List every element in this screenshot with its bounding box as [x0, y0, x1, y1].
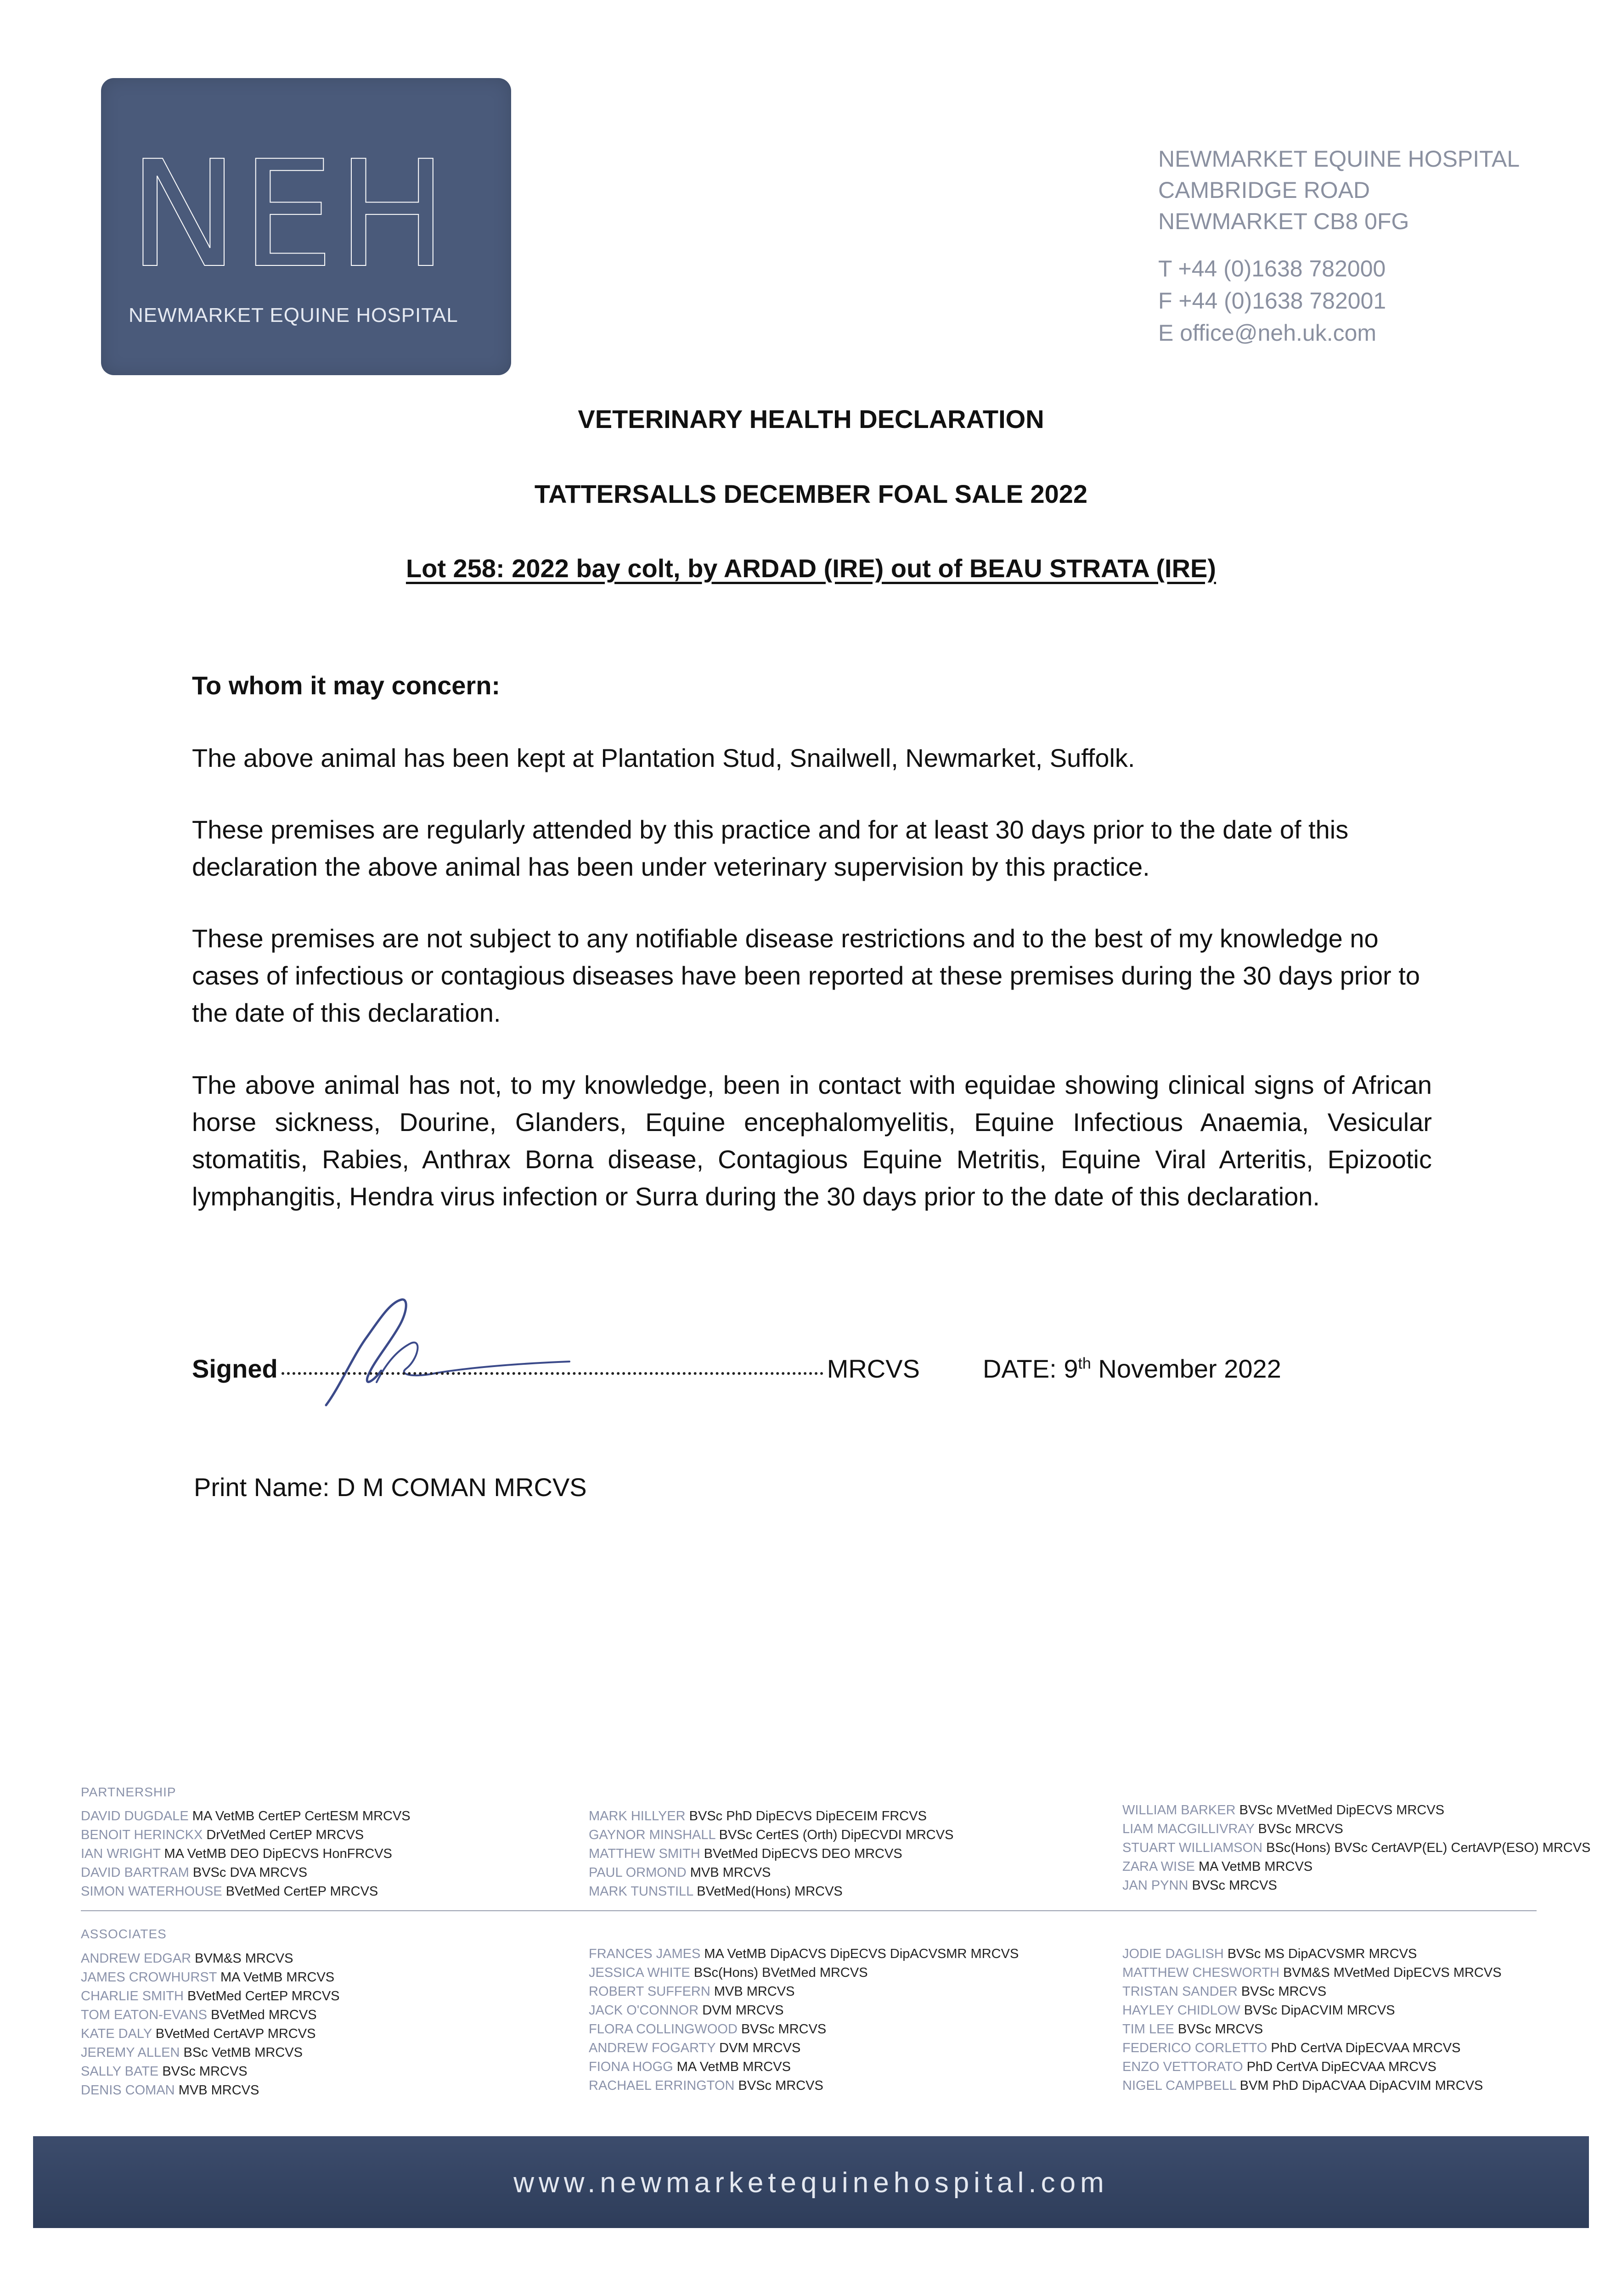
staff-qualifications: MA VetMB MRCVS — [673, 2060, 791, 2074]
staff-qualifications: BVetMed CertEP MRCVS — [222, 1884, 378, 1899]
staff-entry — [1122, 2058, 1502, 2077]
staff-name: FLORA COLLINGWOOD — [589, 2022, 738, 2037]
document-title: VETERINARY HEALTH DECLARATION — [578, 405, 1044, 433]
logo-letters: NEH — [129, 129, 451, 300]
staff-qualifications: MA VetMB MRCVS — [1194, 1859, 1313, 1874]
handwritten-signature — [298, 1281, 620, 1419]
staff-qualifications: MA VetMB DipACVS DipECVS DipACVSMR MRCVS — [700, 1947, 1019, 1961]
print-name: Print Name: D M COMAN MRCVS — [194, 1473, 587, 1502]
staff-name: CHARLIE SMITH — [81, 1989, 184, 2003]
address-line-road: CAMBRIDGE ROAD — [1158, 177, 1370, 203]
greeting: To whom it may concern: — [192, 671, 501, 700]
staff-name: ROBERT SUFFERN — [589, 1984, 710, 1999]
associates-column-2 — [589, 1945, 1019, 2095]
staff-name: LIAM MACGILLIVRAY — [1122, 1822, 1255, 1836]
staff-entry — [81, 2062, 340, 2081]
staff-entry — [589, 1826, 953, 1845]
declaration-date — [983, 1354, 1281, 1384]
staff-entry — [81, 2043, 340, 2062]
staff-entry — [1122, 1801, 1591, 1820]
staff-qualifications: BVM&S MVetMed DipECVS MRCVS — [1279, 1965, 1502, 1980]
staff-name: FRANCES JAMES — [589, 1947, 701, 1961]
staff-name: JODIE DAGLISH — [1122, 1947, 1224, 1961]
staff-entry — [1122, 1982, 1502, 2001]
logo-subtitle: NEWMARKET EQUINE HOSPITAL — [129, 304, 458, 326]
signature-dotted-line — [282, 1372, 823, 1375]
staff-name: FIONA HOGG — [589, 2060, 673, 2074]
staff-name: FEDERICO CORLETTO — [1122, 2041, 1267, 2055]
staff-qualifications: BVM PhD DipACVAA DipACVIM MRCVS — [1236, 2078, 1483, 2093]
staff-entry — [1122, 1964, 1502, 1982]
staff-qualifications: MA VetMB DEO DipECVS HonFRCVS — [160, 1846, 392, 1861]
staff-entry — [1122, 1820, 1591, 1839]
staff-name: JACK O'CONNOR — [589, 2003, 699, 2018]
staff-entry — [1122, 2001, 1502, 2020]
staff-entry — [1122, 2020, 1502, 2039]
address-block — [1158, 143, 1520, 237]
address-line-name: NEWMARKET EQUINE HOSPITAL — [1158, 146, 1520, 172]
partners-column-3 — [1122, 1801, 1591, 1895]
staff-name: TRISTAN SANDER — [1122, 1984, 1238, 1999]
staff-name: WILLIAM BARKER — [1122, 1803, 1236, 1818]
staff-entry — [81, 2081, 340, 2100]
staff-entry — [81, 1882, 411, 1901]
staff-entry — [589, 1845, 953, 1863]
staff-name: SALLY BATE — [81, 2064, 159, 2079]
staff-name: STUART WILLIAMSON — [1122, 1840, 1263, 1855]
staff-qualifications: BVSc PhD DipECVS DipECEIM FRCVS — [685, 1809, 927, 1823]
staff-qualifications: BVSc MRCVS — [734, 2078, 823, 2093]
staff-qualifications: MA VetMB MRCVS — [216, 1970, 335, 1985]
staff-qualifications: BVSc MRCVS — [1174, 2022, 1263, 2037]
staff-qualifications: BVetMed CertAVP MRCVS — [152, 2026, 316, 2041]
staff-entry — [1122, 1876, 1591, 1895]
staff-name: ANDREW FOGARTY — [589, 2041, 716, 2055]
staff-name: MARK TUNSTILL — [589, 1884, 693, 1899]
staff-qualifications: BVSc MRCVS — [158, 2064, 248, 2079]
staff-entry — [81, 1845, 411, 1863]
sale-title: TATTERSALLS DECEMBER FOAL SALE 2022 — [534, 479, 1088, 508]
staff-entry — [589, 1882, 953, 1901]
email-address: E office@neh.uk.com — [1158, 320, 1377, 346]
associates-column-1 — [81, 1949, 340, 2100]
staff-name: PAUL ORMOND — [589, 1865, 687, 1880]
staff-entry — [589, 1982, 1019, 2001]
partnership-label: PARTNERSHIP — [81, 1785, 176, 1799]
date-prefix: DATE: 9 — [983, 1354, 1078, 1383]
staff-qualifications: MVB MRCVS — [686, 1865, 771, 1880]
partners-column-2 — [589, 1807, 953, 1901]
staff-qualifications: MVB MRCVS — [175, 2083, 259, 2098]
staff-name: DAVID BARTRAM — [81, 1865, 189, 1880]
staff-name: GAYNOR MINSHALL — [589, 1828, 715, 1842]
staff-entry — [589, 1964, 1019, 1982]
signed-suffix: MRCVS — [827, 1354, 920, 1383]
signature-line — [192, 1354, 920, 1384]
staff-entry — [81, 1863, 411, 1882]
website-url[interactable]: www.newmarketequinehospital.com — [513, 2167, 1109, 2199]
staff-qualifications: BVSc MVetMed DipECVS MRCVS — [1235, 1803, 1445, 1818]
staff-name: TOM EATON-EVANS — [81, 2008, 208, 2022]
staff-qualifications: BSc VetMB MRCVS — [180, 2045, 303, 2060]
staff-entry — [81, 1826, 411, 1845]
associates-column-3 — [1122, 1945, 1502, 2095]
staff-qualifications: BSc(Hons) BVSc CertAVP(EL) CertAVP(ESO) MRCVS — [1262, 1840, 1591, 1855]
staff-entry — [589, 2020, 1019, 2039]
associates-label: ASSOCIATES — [81, 1927, 167, 1941]
staff-entry — [589, 2039, 1019, 2058]
signed-label: Signed — [192, 1354, 278, 1383]
staff-entry — [1122, 1945, 1502, 1964]
staff-name: ZARA WISE — [1122, 1859, 1195, 1874]
staff-entry — [81, 1987, 340, 2006]
paragraph-contact: The above animal has not, to my knowledge, been in contact with equidae showing clinical signs of African horse sickness, Dourine, Glanders, Equine encephalomyelitis, Equine Infectious Anaemia, Vesicular stomatitis, Rabies, Anthrax Borna disease, Contagious Equine Metritis, Equine Viral Arteritis, Epizootic lymphangitis, Hendra virus infection or Surra during the 30 days prior to the date of this declaration. — [192, 1070, 1432, 1211]
staff-qualifications: DrVetMed CertEP MRCVS — [203, 1828, 364, 1842]
staff-name: DENIS COMAN — [81, 2083, 175, 2098]
lot-title: Lot 258: 2022 bay colt, by ARDAD (IRE) out of BEAU STRATA (IRE) — [406, 554, 1216, 583]
staff-entry — [1122, 1857, 1591, 1876]
staff-name: JEREMY ALLEN — [81, 2045, 180, 2060]
staff-name: NIGEL CAMPBELL — [1122, 2078, 1236, 2093]
fax-number: F +44 (0)1638 782001 — [1158, 288, 1386, 314]
footer-band — [33, 2136, 1589, 2228]
staff-name: IAN WRIGHT — [81, 1846, 161, 1861]
staff-name: MATTHEW CHESWORTH — [1122, 1965, 1280, 1980]
staff-qualifications: BVetMed MRCVS — [207, 2008, 317, 2022]
staff-qualifications: BVSc DVA MRCVS — [189, 1865, 308, 1880]
staff-name: JAN PYNN — [1122, 1878, 1188, 1893]
staff-name: TIM LEE — [1122, 2022, 1174, 2037]
staff-qualifications: BVSc MRCVS — [1254, 1822, 1343, 1836]
staff-name: RACHAEL ERRINGTON — [589, 2078, 735, 2093]
staff-name: KATE DALY — [81, 2026, 152, 2041]
staff-qualifications: BVSc MRCVS — [1237, 1984, 1327, 1999]
staff-entry — [81, 2006, 340, 2025]
staff-entry — [81, 1968, 340, 1987]
paragraph-supervision: These premises are regularly attended by this practice and for at least 30 days prior to the date of this declaration the above animal has been under veterinary supervision by this practice. — [192, 815, 1349, 881]
staff-name: MARK HILLYER — [589, 1809, 686, 1823]
address-line-town: NEWMARKET CB8 0FG — [1158, 208, 1409, 234]
staff-qualifications: BVetMed DipECVS DEO MRCVS — [700, 1846, 902, 1861]
staff-divider — [81, 1910, 1537, 1911]
staff-qualifications: BVetMed(Hons) MRCVS — [693, 1884, 843, 1899]
staff-name: ANDREW EDGAR — [81, 1951, 191, 1966]
phone-number: T +44 (0)1638 782000 — [1158, 256, 1386, 281]
staff-qualifications: BVSc MRCVS — [737, 2022, 827, 2037]
staff-qualifications: PhD CertVA DipECVAA MRCVS — [1267, 2041, 1461, 2055]
staff-name: BENOIT HERINCKX — [81, 1828, 203, 1842]
staff-entry — [589, 1863, 953, 1882]
staff-entry — [589, 1807, 953, 1826]
staff-qualifications: BVSc DipACVIM MRCVS — [1240, 2003, 1395, 2018]
paragraph-restrictions: These premises are not subject to any notifiable disease restrictions and to the best of my knowledge no cases of infectious or contagious diseases have been reported at these premises during the 30 days prior to the date of this declaration. — [192, 924, 1420, 1027]
staff-qualifications: MA VetMB CertEP CertESM MRCVS — [188, 1809, 411, 1823]
staff-entry — [589, 2058, 1019, 2077]
staff-qualifications: BVM&S MRCVS — [191, 1951, 293, 1966]
staff-qualifications: BVSc MRCVS — [1188, 1878, 1277, 1893]
partners-column-1 — [81, 1807, 411, 1901]
staff-entry — [1122, 2077, 1502, 2095]
staff-qualifications: BSc(Hons) BVetMed MRCVS — [690, 1965, 868, 1980]
paragraph-premises: The above animal has been kept at Plantation Stud, Snailwell, Newmarket, Suffolk. — [192, 743, 1135, 772]
staff-name: HAYLEY CHIDLOW — [1122, 2003, 1240, 2018]
date-ordinal: th — [1078, 1355, 1091, 1373]
contact-block — [1158, 253, 1386, 349]
staff-entry — [81, 1807, 411, 1826]
staff-entry — [589, 2077, 1019, 2095]
staff-entry — [589, 2001, 1019, 2020]
staff-name: SIMON WATERHOUSE — [81, 1884, 222, 1899]
date-rest: November 2022 — [1091, 1354, 1281, 1383]
staff-qualifications: DVM MRCVS — [698, 2003, 784, 2018]
staff-qualifications: PhD CertVA DipECVAA MRCVS — [1243, 2060, 1436, 2074]
staff-entry — [1122, 1839, 1591, 1857]
staff-qualifications: MVB MRCVS — [710, 1984, 795, 1999]
staff-qualifications: BVSc CertES (Orth) DipECVDI MRCVS — [715, 1828, 954, 1842]
staff-entry — [81, 2025, 340, 2043]
staff-name: JESSICA WHITE — [589, 1965, 690, 1980]
staff-entry — [81, 1949, 340, 1968]
staff-qualifications: BVSc MS DipACVSMR MRCVS — [1223, 1947, 1417, 1961]
staff-name: JAMES CROWHURST — [81, 1970, 217, 1985]
staff-qualifications: DVM MRCVS — [715, 2041, 801, 2055]
staff-qualifications: BVetMed CertEP MRCVS — [183, 1989, 340, 2003]
staff-entry — [589, 1945, 1019, 1964]
staff-name: ENZO VETTORATO — [1122, 2060, 1243, 2074]
staff-entry — [1122, 2039, 1502, 2058]
staff-name: MATTHEW SMITH — [589, 1846, 700, 1861]
hospital-logo — [101, 78, 511, 375]
staff-name: DAVID DUGDALE — [81, 1809, 189, 1823]
